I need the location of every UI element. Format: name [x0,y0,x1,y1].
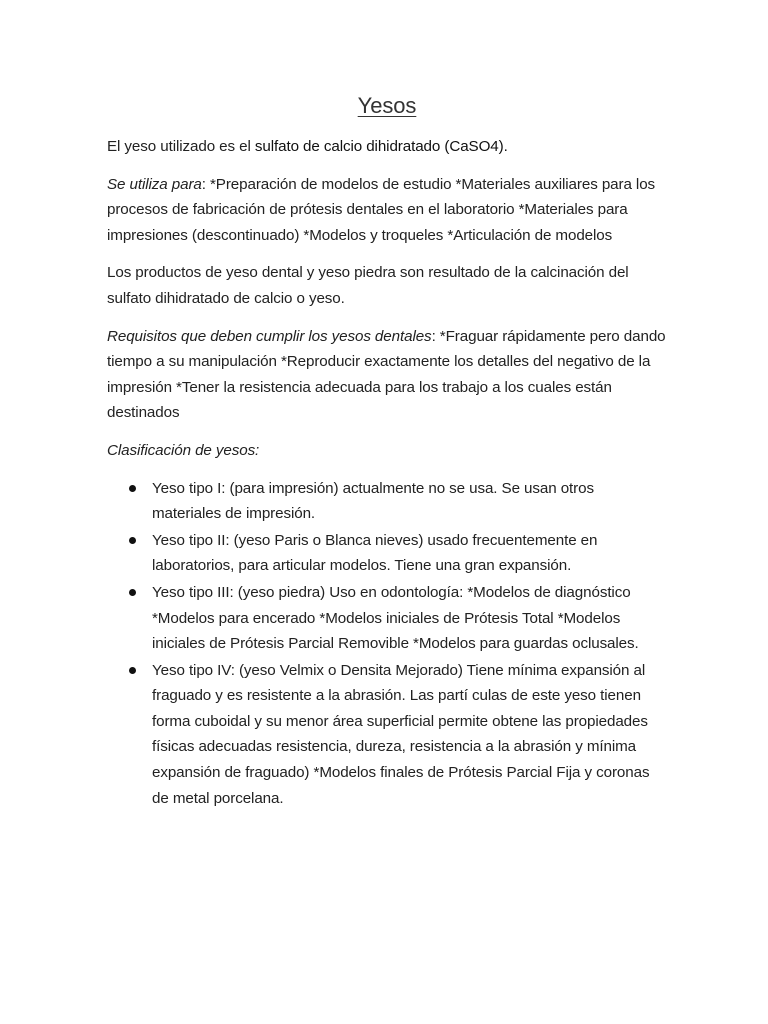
list-item-text: Yeso tipo I: (para impresión) actualmente no se usa. Se usan otros materiales de impresión. [152,479,594,523]
requirements-text: : *Fraguar rápidamente pero dando tiempo a su manipulación *Reproducir exactamente los detalles del negativo de la impresión *Tener la resistencia adecuada para los trabajo a los cuales están destinados [107,327,666,422]
intro-prefix: El yeso utilizado es el [107,138,255,155]
intro-paragraph [107,134,667,160]
list-item [107,580,667,657]
page-title: Yesos [357,93,417,118]
requirements-label: Requisitos que deben cumplir los yesos dentales [107,327,432,345]
list-item [107,658,667,812]
list-item-text: Yeso tipo III: (yeso piedra) Uso en odontología: *Modelos de diagnóstico *Modelos para encerado *Modelos iniciales de Prótesis Total *Modelos iniciales de Prótesis Parcial Removible *Modelos para guardas oclusales. [152,583,639,653]
list-item [107,528,667,579]
classification-list [107,476,667,812]
document-body [107,90,667,812]
list-item [107,476,667,527]
intro-highlight: sulfato de calcio dihidratado (CaSO4). [254,138,508,155]
classification-heading: Clasificación de yesos: [107,441,260,459]
list-item-text: Yeso tipo IV: (yeso Velmix o Densita Mejorado) Tiene mínima expansión al fraguado y es resistente a la abrasión. Las partí culas de este yeso tienen forma cuboidal y su menor área superficial permite obtene las propiedades físicas adecuadas resistencia, dureza, resistencia a la abrasión y mínima expansión de fraguado) *Modelos finales de Prótesis Parcial Fija y coronas de metal porcelana. [152,661,650,807]
requirements-paragraph [107,324,667,426]
products-paragraph: Los productos de yeso dental y yeso piedra son resultado de la calcinación del sulfato dihidratado de calcio o yeso. [107,264,629,307]
uses-label: Se utiliza para [107,175,202,193]
uses-text: : *Preparación de modelos de estudio *Materiales auxiliares para los procesos de fabricación de prótesis dentales en el laboratorio *Materiales para impresiones (descontinuado) *Modelos y troqueles *Articulación de modelos [107,175,656,244]
list-item-text: Yeso tipo II: (yeso Paris o Blanca nieves) usado frecuentemente en laboratorios, para articular modelos. Tiene una gran expansión. [152,531,598,575]
uses-paragraph [107,172,667,249]
bullet-icon [129,485,136,492]
bullet-icon [129,537,136,544]
bullet-icon [129,667,136,674]
bullet-icon [129,589,136,596]
